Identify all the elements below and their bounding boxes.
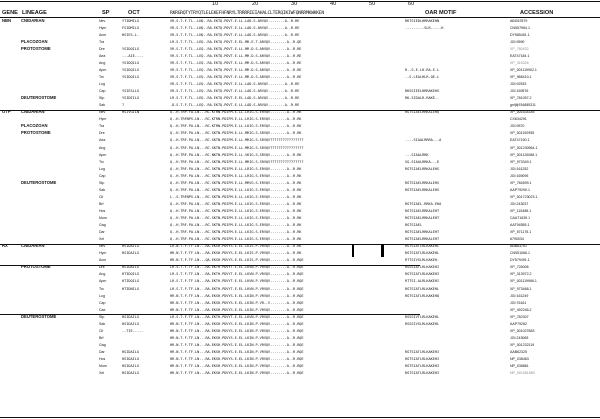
oar-motif-cell: RGTSIATLRLKAKEHL: [405, 251, 440, 256]
sequence-cell: VR.S.T.F.TL..LHQ..RA.EKTQ.POVT.E.LL.LAD.S.ARVQV........A..R.RE: [170, 32, 300, 37]
oar-motif-cell: RGTSIATLRLKAKEHI: [405, 272, 440, 277]
oar-motif-cell: RSSSIVTLRLKAKEHL: [405, 314, 440, 319]
sequence-cell: HR.N.T.F.TF.LN...RA.EKSH.PDVYS.E.EL.LKIN.P.VRVQV........A..R.RQE: [170, 342, 304, 347]
oar-motif-cell: RSSSIATLRLKAKEHI: [405, 265, 440, 270]
oar-motif-cell: ---SIAALRRK: [405, 152, 429, 157]
alignment-row: [0, 110, 600, 114]
sequence-cell: HR.N.T.F.TF.LN...RA.EKSH.PDVYS.E.EL.LKIN.P.VRVQV........A..R.RQE: [170, 371, 304, 376]
oar-motif-cell: RGTSIATLRLKAKEHI: [405, 357, 440, 361]
oar-motif-cell: R--S-E-LH-RA-E-L: [405, 67, 440, 72]
accession-cell: XP_001120088.1: [510, 152, 538, 157]
oct-cell: ?: [122, 103, 125, 108]
alignment-row: [0, 117, 600, 121]
oct-cell: YSIDEILG: [122, 96, 140, 101]
accession-cell: XP_001027683: [510, 328, 535, 333]
species-cell: Acm: [99, 32, 107, 37]
accession-cell: gnl|ti|934885311: [510, 103, 536, 108]
species-cell: Dre: [99, 265, 105, 270]
sequence-cell: LR.S.T.F.TF.LN...RA.EKTH.PDVYT.E.EL.LKVN.P.VRVQV........A..R.RQE: [170, 314, 304, 319]
alignment-row: [0, 96, 600, 100]
sequence-cell: LR.S.T.F.TL..LEQ..RA.EKTQ.POVT.E.EL.LAD.S.ARVQV........A..R.RE: [170, 96, 300, 101]
header-consensus: RKRGRQTYTRYQTLELEKEFHFNRYLTRRRRIEIAHALCLTERQIKIWFQNRRMKWKKEN: [170, 11, 324, 16]
alignment-row: [0, 237, 600, 241]
accession-cell: ABB83751: [510, 244, 527, 249]
sequence-cell: VR.S.T.F.TL..LEQ..RA.EKTQ.POVT.E.LL.MR.D.S.ARVQV........A..R.RE: [170, 46, 302, 51]
alignment-row: [0, 174, 600, 178]
accession-cell: XP_001119902.1: [510, 67, 537, 72]
species-cell: Hym: [99, 25, 107, 30]
oar-motif-cell: RGTSIATLRLKAKEHI: [405, 364, 440, 369]
accession-cell: XP_782307: [510, 314, 529, 319]
oar-motif-cell: RSSSIVSLRLKAKEHL: [405, 321, 440, 326]
species-cell: Nev: [99, 244, 106, 249]
oct-cell: HSIDAILG: [122, 349, 140, 354]
oar-motif-cell: RKTSIEDLHRRAKEHN: [405, 18, 440, 23]
accession-cell: XP_492246.2: [510, 307, 532, 312]
accession-cell: JGI:243065: [510, 335, 529, 340]
oct-cell: HSIDAILG: [122, 314, 140, 319]
sequence-cell: HR.N.T.F.TF.LN...RA.EKSH.PDVYS.E.EL.LKIN.P.VR--V........A..R.RQE: [170, 300, 304, 305]
alignment-row: [0, 308, 600, 312]
alignment-row: [0, 244, 600, 248]
oct-cell: HTIDNILG: [122, 286, 140, 291]
accession-cell: JGI:161252: [510, 166, 529, 171]
oct-cell: HTIDQILG: [122, 272, 140, 277]
species-cell: Nev: [99, 18, 106, 23]
species-cell: Cap: [99, 89, 106, 94]
sequence-cell: HR.N.T.F.TF.LN...QA.EKSH.PDVYS.E.EL.LKIS.P.VRVQV........A..R.RQE: [170, 258, 304, 263]
sequence-cell: HR.N.T.F.TF.LN...RA.EKSH.PDVYS.E.EL.LKIN.P.VRVQV........A..R.RQE: [170, 293, 304, 298]
species-cell: Mum: [99, 216, 107, 220]
oar-motif-cell: ---------SLR-----H: [405, 25, 444, 30]
accession-cell: JGI:161249: [510, 293, 529, 298]
oar-motif-cell: RGTSIATLRLKAKEHL: [405, 244, 440, 249]
accession-cell: CN551066.1: [510, 251, 530, 256]
oar-motif-cell: RTTSIVSLRLKAKEH-: [405, 258, 440, 263]
oar-motif-cell: RGTSIATLRLKAKEHI: [405, 349, 440, 354]
species-cell: Brf: [99, 201, 104, 206]
species-cell: Sak: [99, 187, 106, 192]
alignment-row: [0, 75, 600, 79]
alignment-row: [0, 26, 600, 30]
alignment-row: [0, 82, 600, 86]
species-cell: Stp: [99, 314, 105, 319]
sequence-cell: Q..H.TRF.PA.LN...RC.SKTN.PDIFM.E.LL.LKIG.S.ERVQV........A..R.RK: [170, 187, 302, 192]
oct-cell: ---AIE----: [122, 53, 144, 58]
accession-cell: CAA71639.1: [510, 216, 531, 220]
accession-cell: NP_001081689: [510, 371, 535, 376]
species-cell: Brf: [99, 335, 104, 340]
accession-cell: JGI:9590: [510, 39, 525, 44]
alignment-row: [0, 202, 600, 206]
sequence-cell: VR.S.T.F.TL..LEQ..RA.EKTQ.POVT.E.LL.MR.D.S.ARVQV........A..R.RE: [170, 60, 302, 65]
species-cell: Cii: [99, 194, 104, 199]
accession-cell: DY579491.1: [510, 258, 530, 263]
oar-motif-cell: RGTSIAELRRKALEHQ: [405, 110, 440, 115]
alignment-row: [0, 329, 600, 333]
species-cell: Hos: [99, 357, 106, 361]
gene-cell: NBN: [2, 18, 12, 23]
alignment-row: [0, 251, 600, 255]
alignment-row: [0, 230, 600, 234]
accession-cell: JGI:243037: [510, 201, 529, 206]
gene-cell: RX: [2, 244, 8, 249]
accession-cell: XP_784599.1: [510, 180, 532, 185]
sequence-cell: Q..H.TRF.PA.LN...RC.SKTN.PDIFM.E.LL.LKIG.S.ERVQV........A..R.RK: [170, 230, 302, 235]
alignment-row: [0, 301, 600, 305]
species-cell: Stp: [99, 180, 105, 185]
species-cell: Cap: [99, 173, 106, 178]
species-cell: Xel: [99, 237, 105, 242]
oct-cell: HSIDAILG: [122, 321, 140, 326]
sequence-cell: Q..H.TRF.PA.LN...RC.SKTN.PDIFM.E.LL.MRIG.S.SRVQV????????????????: [170, 138, 304, 143]
oct-cell: YSIDQILG: [122, 60, 140, 65]
accession-cell: XP_001119966.1: [510, 279, 537, 284]
header-oct: OCT: [128, 10, 140, 16]
oar-motif-cell: RGTSIAELRRKALEHS: [405, 166, 440, 171]
species-cell: Hym: [99, 117, 107, 122]
species-cell: Dre: [99, 131, 105, 136]
oct-cell: HTIDQILG: [122, 279, 140, 284]
oar-motif-cell: --S-LEALHLR-QE-L: [405, 75, 440, 79]
ruler-50: 50: [369, 1, 376, 7]
accession-cell: NP_038861: [510, 364, 529, 369]
oct-cell: HSIVGILN: [122, 110, 140, 115]
alignment-row: [0, 258, 600, 262]
species-cell: Apm: [99, 279, 107, 284]
alignment-row: [0, 371, 600, 375]
alignment-row: [0, 54, 600, 58]
species-cell: Xel: [99, 371, 105, 376]
species-cell: Nev: [99, 110, 106, 115]
species-cell: Dar: [99, 349, 105, 354]
species-cell: Tra: [99, 39, 105, 44]
species-cell: Ang: [99, 60, 106, 65]
sequence-cell: L..S.TRFNPS.LN...RC.SKTN.PDIFM.E.LL.LKIG.S.ERVQV........A..R.RK: [170, 194, 302, 199]
oar-motif-cell: RGTSIAELRRKALEHS: [405, 187, 440, 192]
alignment-row: [0, 287, 600, 291]
accession-cell: AAP79290.1: [510, 187, 530, 192]
accession-cell: JGI:9570: [510, 124, 525, 129]
oct-cell: HSIES-L-: [122, 32, 140, 37]
sequence-cell: HR.N.T.F.TF.LN...RA.EKSH.PDVYS.E.EL.LKIN.P.VRVQV........A..R.RQE: [170, 328, 304, 333]
species-cell: Cae: [99, 307, 106, 312]
sequence-cell: Q..H.TRF.PA.LN...RC.SKTN.PDIFM.E.LL.LKIG.S.ERVQV........A..R.RK: [170, 201, 302, 206]
accession-cell: AAB62325: [510, 349, 527, 354]
accession-cell: JGI:76161: [510, 300, 527, 305]
accession-cell: XP_313972.2: [510, 272, 532, 277]
species-cell: Log: [99, 293, 105, 298]
header-accession: ACCESSION: [520, 10, 554, 16]
sequence-cell: HR.N.T.F.TF.LN...RA.EKSH.PDVYS.E.EL.LKIN.P.VRVQV........A..R.RQE: [170, 307, 304, 312]
accession-cell: JGI:169095: [510, 173, 529, 178]
accession-cell: XP_726006: [510, 265, 529, 270]
accession-cell: AAP79282: [510, 321, 527, 326]
oct-cell: HSIDAILG: [122, 244, 140, 249]
species-cell: Aea: [99, 138, 106, 143]
accession-cell: XP_001232119: [510, 342, 535, 347]
sequence-cell: Q..H.TRF.PA.LN...RC.SKTN.PDIFM.E.LL.LRIG.S.ERVQV........A..R.RK: [170, 166, 302, 171]
oar-motif-cell: RGTSIATLRLKAKEHL: [405, 286, 440, 291]
species-cell: Dre: [99, 46, 105, 51]
sequence-cell: LR.S.T.F.TF.LN...RA.EKTH.PDVYT.E.EL.LKVN.P.VRVQV........A..R.RQE: [170, 272, 304, 277]
sequence-cell: HR.N.T.F.TF.LN...RA.EKSH.PDVYS.E.EL.LKIS.P.VRVQV........A..R.RK: [170, 251, 302, 256]
alignment-row: [0, 160, 600, 164]
oar-motif-cell: RGTSIAELRRKALEHT: [405, 216, 440, 220]
sequence-cell: LR.N.T.F.TF.LN...RA.EKSH.PDVYS.E.EL.LKIS.P.VRVQV........A..R.RK: [170, 244, 302, 249]
species-cell: Trc: [99, 159, 104, 164]
alignment-row: [0, 343, 600, 347]
alignment-row: [0, 195, 600, 199]
oar-motif-cell: RTTSI-ALRLKAKEHI: [405, 279, 440, 284]
accession-cell: XP_973349.1: [510, 159, 532, 164]
sequence-cell: Q..H.TRP.FA.LN...RC.KTRN.PDIFM.E.LL.LRIG.S.ERVQV........A..R.RK: [170, 110, 302, 115]
species-cell: Sak: [99, 321, 106, 326]
accession-cell: CN557984.1: [510, 25, 530, 30]
sequence-cell: HR.N.T.F.TF.LN...RA.EKSH.PDVYS.E.EL.LKIN.P.VRVQV........A..R.RQE: [170, 321, 304, 326]
accession-cell: CX634291: [510, 117, 527, 122]
lineage-cell: DEUTEROSTOME: [21, 180, 57, 185]
accession-cell: XP_571175.1: [510, 230, 532, 235]
header-sp: SP: [102, 10, 110, 16]
species-cell: Log: [99, 166, 105, 171]
oct-cell: FSIDMILG: [122, 25, 140, 30]
accession-cell: XP_968410.1: [510, 75, 532, 79]
accession-cell: JGI:92533: [510, 82, 527, 87]
alignment-row: [0, 364, 600, 368]
alignment-row: [0, 124, 600, 128]
oct-cell: --TIE-----: [122, 328, 144, 333]
alignment-row: [0, 138, 600, 142]
sequence-cell: LR.S.T.F.TF.LN...RA.EKTH.PDVYT.E.EL.LKVN.P.VRVQV........A..R.RQE: [170, 286, 304, 291]
accession-cell: XP_781057.2: [510, 96, 532, 101]
accession-cell: EAT47184.1: [510, 53, 530, 58]
oar-motif-cell: SG-SIAALRRKA---E: [405, 159, 440, 164]
alignment-row: [0, 223, 600, 227]
sequence-cell: VR.S.T.F.TL..LEQ..RA.EKTQ.POVT.E.LL.MR.D.S.ARVQV........A..R.RE: [170, 53, 302, 58]
accession-cell: JGI:169576: [510, 89, 529, 94]
accession-cell: 6790034: [510, 237, 524, 242]
ruler-20: 20: [252, 1, 259, 7]
sequence-cell: .D.S.T.F.TL..LEQ..RA.EKTQ.POVT.E.LL.LAD.S.ARVQV........A..R.RE: [170, 103, 300, 108]
sequence-cell: Q..H.TRF.PA.LN...RC.SKTN.PDIFM.E.LL.LKIG.S.ERVQV........A..R.RK: [170, 223, 302, 228]
alignment-row: [0, 167, 600, 171]
alignment-row: [0, 272, 600, 276]
species-cell: Log: [99, 82, 105, 87]
accession-cell: NP_038463: [510, 357, 529, 361]
lineage-cell: DEUTEROSTOME: [21, 314, 57, 319]
oct-cell: YSIDQILG: [122, 67, 140, 72]
alignment-row: [0, 68, 600, 72]
sequence-cell: Q..H.TRF.PA.LN...RC.SKTN.PDIFM.E.LL.MRIG.S.SRVQV........A..R.RK: [170, 131, 302, 136]
species-cell: Sak: [99, 103, 106, 108]
oar-motif-cell: RGTSIAEL: [405, 223, 423, 228]
lineage-cell: PLACOZOAN: [21, 39, 48, 44]
alignment-row: [0, 188, 600, 192]
oar-motif-cell: RGTSIATLRLKAKEHQ: [405, 293, 440, 298]
species-cell: Dar: [99, 230, 105, 235]
accession-cell: XP_001230964.1: [510, 145, 538, 150]
sequence-cell: VR.S.T.F.TL..LEQ..RA.EKTQ.POVT.E.LL.MR.D.S.ARVQV........A..R.RE: [170, 75, 302, 79]
lineage-cell: PROTOSTOME: [21, 131, 51, 136]
lineage-cell: CNIDARIAN: [21, 18, 45, 23]
sequence-cell: Q..H.TRF.PA.LN...RC.SKTN.PDIFM.E.LL.LKIG.S.ERVQV........A..R.RK: [170, 216, 302, 220]
oct-cell: HSIDAILG: [122, 251, 140, 256]
sequence-cell: Q..H.TRF.PA.LN...RC.SKTN.PDIFM.E.LL.MRIG.S.SRVQV????????????????: [170, 145, 304, 150]
alignment-row: [0, 265, 600, 269]
species-cell: Trc: [99, 286, 104, 291]
accession-cell: XP_001723023.1: [510, 194, 538, 199]
ruler-30: 30: [291, 1, 298, 7]
ruler-60: 60: [408, 1, 415, 7]
species-cell: Ang: [99, 145, 106, 150]
alignment-row: [0, 279, 600, 283]
alignment-row: [0, 103, 600, 107]
oar-motif-cell: RK-SIDALR-RAKE--: [405, 96, 440, 101]
bottom-rule: [0, 417, 600, 418]
species-cell: Mum: [99, 364, 107, 369]
alignment-row: [0, 131, 600, 135]
sequence-cell: VR.S.T.F.TL..LHQ..RA.EKTQ.POVT.E.LL.LAD.S.ARVQV........A..R.RE: [170, 25, 300, 30]
species-cell: Gag: [99, 223, 106, 228]
species-cell: Apm: [99, 67, 107, 72]
species-cell: Acm: [99, 258, 107, 263]
oct-cell: HSIDAILG: [122, 364, 140, 369]
ruler-10: 10: [212, 1, 219, 7]
sequence-cell: VR.S.T.F.TL..LHQ..RA.EKTQ.POVT.E.LL.LAD.S.ARVQV........A..R.RE: [170, 18, 300, 23]
alignment-row: [0, 181, 600, 185]
alignment-row: [0, 315, 600, 319]
species-cell: Hym: [99, 251, 107, 256]
lineage-cell: CNIDARIAN: [21, 110, 45, 115]
sequence-cell: Q..H.TRF.PA.LN...RC.SKTN.PDIFM.E.LL.LRIG.S.ERVQV........A..R.RK: [170, 173, 302, 178]
oar-motif-cell: RGTSIAELRRKALEHS: [405, 180, 440, 185]
sequence-cell: HR.N.T.F.TF.LN...RA.EKSH.PDVYS.E.EL.LKIN.P.VRVQV........A..R.RQE: [170, 349, 304, 354]
sequence-cell: LR.S.T.F.TF.LN...RA.EKTH.PDVYT.E.EL.LKVN.P.VRVQV........A..R.RQE: [170, 265, 304, 270]
lineage-cell: PLACOZOAN: [21, 124, 48, 129]
alignment-row: [0, 61, 600, 65]
accession-cell: XP_001634185: [510, 110, 535, 115]
oar-motif-cell: RGTSIAELRRKALEHT: [405, 230, 440, 235]
sequence-cell: Q..H.TRFNPS.LN...RC.KTRN.PDIFM.E.LL.LRIG.S.ERVQV........A..R.RK: [170, 117, 302, 122]
alignment-row: [0, 216, 600, 220]
sequence-cell: Q..H.TRF.PA.LN...RC.NKTN.PDIFM.E.LL.VKIG.S.SRVQV........A..R.RK: [170, 152, 302, 157]
species-cell: Tra: [99, 124, 105, 129]
alignment-row: [0, 336, 600, 340]
species-cell: Ang: [99, 272, 106, 277]
header-lineage: LINEAGE: [22, 10, 47, 16]
sequence-cell: Q..H.TRF.PA.LN...RC.SKTN.PDIFM.E.LL.MRIG.S.SRVQV????????????????: [170, 159, 304, 164]
oct-cell: YSIDQILG: [122, 75, 140, 79]
alignment-row: [0, 40, 600, 44]
alignment-row: [0, 322, 600, 326]
species-cell: Trc: [99, 75, 104, 79]
ruler-40: 40: [330, 1, 337, 7]
alignment-row: [0, 294, 600, 298]
alignment-row: [0, 209, 600, 213]
species-cell: Aea: [99, 53, 106, 58]
species-cell: Cap: [99, 300, 106, 305]
sequence-cell: Q..H.TRF.PA.LN...RC.SKTN.PDIFM.E.LL.LKIG.S.ERVQV........A..R.RK: [170, 237, 302, 242]
species-cell: Gag: [99, 342, 106, 347]
sequence-cell: VR.S.T.F.TL..LEQ..RA.EKTQ.POVT.E.LL.LAD.S.ARVQV........A..R.RE: [170, 89, 300, 94]
oct-cell: YSIESLLG: [122, 89, 140, 94]
accession-cell: XP_315326: [510, 60, 529, 65]
oct-cell: HSIDAILG: [122, 371, 140, 376]
sequence-cell: Q..H.TRF.PA.LN...RC.SKTN.PDIFM.E.LL.LKIG.S.ERVQV........A..R.RK: [170, 208, 302, 213]
oct-cell: HSIDAILG: [122, 357, 140, 361]
accession-cell: EAT47190.1: [510, 138, 530, 143]
header-gene: GENE: [2, 10, 18, 16]
oar-motif-cell: ----SIAALRRRA---A: [405, 138, 442, 143]
oar-motif-cell: RKSSIEELHRRAKEHS: [405, 89, 440, 94]
alignment-row: [0, 47, 600, 51]
lineage-cell: CNIDARIAN: [21, 244, 45, 249]
species-cell: Apm: [99, 152, 107, 157]
alignment-row: [0, 350, 600, 354]
sequence-cell: VR.S.T.F.TL..LEQ..RA.EKTQ.POVT.E.LL.MR.D.S.ARVQV........A..R.RE: [170, 67, 302, 72]
species-cell: Hos: [99, 208, 106, 213]
gene-cell: OTP: [2, 110, 11, 115]
species-cell: Cii: [99, 328, 104, 333]
alignment-row: [0, 19, 600, 23]
lineage-cell: PROTOSTOME: [21, 265, 51, 270]
alignment-row: [0, 146, 600, 150]
sequence-cell: LR.S.T.F.TF.LN...RA.EKTH.PDVYT.E.EL.LKVN.P.VRVQV........A..R.RQE: [170, 279, 304, 284]
oar-motif-cell: RGTSIAELRRKALEHT: [405, 208, 440, 213]
lineage-cell: DEUTEROSTOME: [21, 96, 57, 101]
oct-cell: HSIDAILG: [122, 265, 140, 270]
accession-cell: ABG67879: [510, 18, 528, 23]
oct-cell: YSIDQILG: [122, 46, 140, 51]
alignment-row: [0, 357, 600, 361]
sequence-cell: Q..H.TRF.PA.LN...RC.KTRN.PDIFM.E.LL.LKIG.S.ERVQV........A..R.RK: [170, 124, 302, 129]
sequence-cell: HR.N.T.F.TF.LN...RA.EKSH.PDVYS.E.EL.LKIN.P.VRVQV........A..R.RQE: [170, 364, 304, 369]
sequence-cell: Q..H.TRF.PA.LN...RC.SKTN.PDIFM.E.LL.MRVG.S.ERVQV........A..R.RK: [170, 180, 302, 185]
oar-motif-cell: RGTSIAEL-RRKA-EHA: [405, 201, 442, 206]
sequence-cell: VR.S.T.F.TL..LEQ..RA.EKTQ.POVT.E.LL.LAD.S.ARVQV........A..R.RE: [170, 82, 300, 87]
oar-motif-cell: RGTSIAELRRKALEHT: [405, 237, 440, 242]
sequence-cell: LR.S.T.T.TL..LEQ..RA.EKTQ.POVT.E.EL.MR.E.T.ARVQV........A..R.QE: [170, 39, 302, 44]
sequence-cell: HR.N.T.F.TF.LN...RA.EKSH.PDVYS.E.EL.LKIN.P.VRVQV........A..R.RQE: [170, 335, 304, 340]
header-oar-motif: OAR MOTIF: [425, 10, 457, 16]
accession-cell: XP_780432: [510, 46, 529, 51]
accession-cell: AAT94555.1: [510, 223, 530, 228]
alignment-row: [0, 89, 600, 93]
accession-cell: XP_001192955: [510, 131, 535, 136]
top-rule: [0, 1, 600, 2]
species-cell: Stp: [99, 96, 105, 101]
accession-cell: XP_115485.1: [510, 208, 532, 213]
alignment-row: [0, 33, 600, 37]
alignment-row: [0, 153, 600, 157]
accession-cell: XP_973468.1: [510, 286, 532, 291]
oar-motif-cell: RGTSIATLRLKAKEHI: [405, 371, 440, 376]
oct-cell: YTIDMILG: [122, 18, 140, 23]
accession-cell: DY585401.1: [510, 32, 530, 37]
sequence-cell: HR.N.T.F.TF.LN...RA.EKSH.PDVYS.E.EL.LKIN.P.VRVQV........A..R.RQE: [170, 357, 304, 361]
lineage-cell: PROTOSTOME: [21, 46, 51, 51]
